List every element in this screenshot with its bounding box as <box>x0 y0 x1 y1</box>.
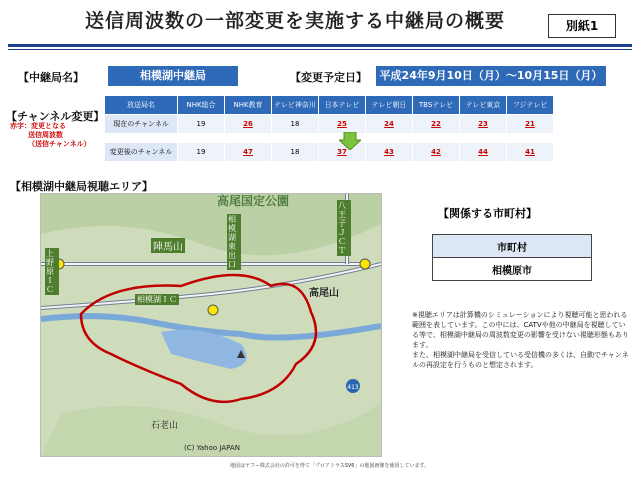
map-label-sagamiko-ic: 相模湖ＩＣ <box>137 295 177 304</box>
title-rule <box>8 44 632 47</box>
change-arrow-icon <box>339 132 361 150</box>
row-label: 変更後のチャンネル <box>105 143 178 162</box>
municipality-header: 市町村 <box>433 235 592 258</box>
channel-cell: 37 <box>319 143 366 162</box>
map-label-road: 相模湖東出口 <box>227 214 241 270</box>
channel-table <box>104 95 554 162</box>
title-rule-thin <box>8 49 632 50</box>
channel-cell: 18 <box>272 143 319 162</box>
map-credit: 地図はヤフー株式会社の許可を得て「プロアトラスSV6」の地図画像を使用しています。 <box>230 463 430 469</box>
channel-cell: 47 <box>225 143 272 162</box>
station-name: 相模湖中継局 <box>108 66 238 86</box>
table-row <box>105 143 554 162</box>
map-label-park: 高尾国定公園 <box>217 194 290 208</box>
channel-cell: 25 <box>319 115 366 134</box>
legend-line: 赤字：変更となる <box>10 122 66 130</box>
column-header: テレビ朝日 <box>366 96 413 115</box>
related-label: 【関係する市町村】 <box>438 207 537 220</box>
channel-change-label: 【チャンネル変更】 <box>6 110 105 123</box>
area-label: 【相模湖中継局視聴エリア】 <box>10 180 153 193</box>
channel-cell: 24 <box>366 115 413 134</box>
channel-cell: 41 <box>507 143 554 162</box>
channel-cell: 43 <box>366 143 413 162</box>
column-header: テレビ神奈川 <box>272 96 319 115</box>
map-label-uenohara-ic: 上野原ＩＣ <box>45 248 59 295</box>
map-label-hachioji-jct: 八王子ＪＣＴ <box>337 200 351 256</box>
map-label-jinba: 陣馬山 <box>151 238 185 253</box>
map-label-takao: 高尾山 <box>309 288 339 299</box>
channel-table-header <box>105 96 554 115</box>
station-label: 【中継局名】 <box>18 71 84 84</box>
municipality-table <box>432 234 592 281</box>
channel-cell: 19 <box>178 115 225 134</box>
map-copyright: (C) Yahoo JAPAN <box>184 444 240 452</box>
column-header: NHK総合 <box>178 96 225 115</box>
page-title: 送信周波数の一部変更を実施する中継局の概要 <box>84 10 505 32</box>
channel-cell: 42 <box>413 143 460 162</box>
column-header: NHK教育 <box>225 96 272 115</box>
channel-cell: 21 <box>507 115 554 134</box>
channel-cell: 44 <box>460 143 507 162</box>
row-label: 現在のチャンネル <box>105 115 178 134</box>
row-spacer <box>105 134 554 143</box>
channel-cell: 18 <box>272 115 319 134</box>
channel-legend <box>10 122 102 149</box>
channel-cell: 19 <box>178 143 225 162</box>
map-label-ishiro: 石老山 <box>151 421 179 431</box>
schedule-dates: 平成24年9月10日（月）～10月15日（月） <box>376 66 606 86</box>
attachment-label: 別紙1 <box>548 14 616 38</box>
channel-cell: 23 <box>460 115 507 134</box>
table-row <box>105 115 554 134</box>
schedule-label: 【変更予定日】 <box>290 71 367 84</box>
map-graphic <box>41 194 381 456</box>
legend-line: （送信チャンネル） <box>28 140 91 148</box>
coverage-note: ※視聴エリアは計算機のシミュレーションにより視聴可能と思われる範囲を表しています。この中には、CATVや他の中継局を視聴している等で、相模湖中継局の周波数変更の影響を受けない視聴形態もあります。 また、相模湖中継局を受信している受信機の多くは、自動でチャンネルの再設定を行うものと想定されます。 <box>412 311 629 369</box>
column-header: テレビ東京 <box>460 96 507 115</box>
municipality-value: 相模原市 <box>433 258 592 281</box>
channel-cell: 22 <box>413 115 460 134</box>
column-header: TBSテレビ <box>413 96 460 115</box>
road-number: 413 <box>347 384 359 391</box>
column-header: 日本テレビ <box>319 96 366 115</box>
legend-line: 送信周波数 <box>28 131 63 139</box>
channel-cell: 26 <box>225 115 272 134</box>
coverage-map <box>40 193 382 457</box>
column-header: フジテレビ <box>507 96 554 115</box>
column-header: 放送局名 <box>105 96 178 115</box>
